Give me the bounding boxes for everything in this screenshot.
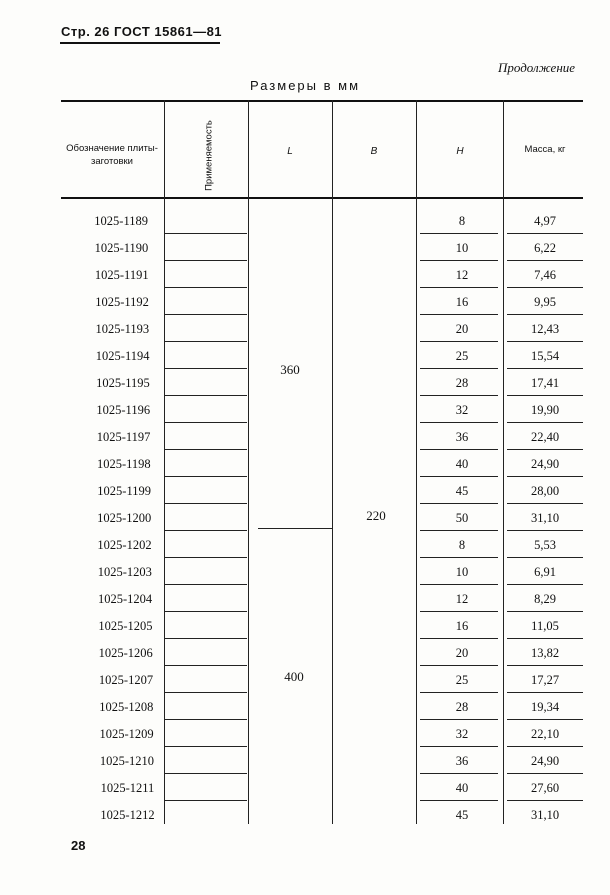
col-header-applicability: Применяемость	[203, 120, 215, 191]
mass-rule	[507, 449, 583, 450]
applicability-rule	[165, 773, 247, 774]
mass-rule	[507, 773, 583, 774]
H-rule	[420, 530, 498, 531]
row-mass: 6,91	[534, 565, 556, 579]
row-H: 16	[455, 619, 469, 633]
row-H: 45	[455, 484, 469, 498]
row-mass: 5,53	[534, 538, 556, 552]
applicability-rule	[165, 638, 247, 639]
applicability-rule	[165, 746, 247, 747]
applicability-rule	[165, 530, 247, 531]
col-header-B: B	[370, 146, 378, 157]
applicability-rule	[165, 692, 247, 693]
row-mass: 15,54	[530, 349, 560, 363]
row-designation: 1025-1202	[97, 538, 152, 552]
row-H: 20	[455, 322, 469, 336]
row-mass: 13,82	[530, 646, 560, 660]
row-mass: 19,34	[530, 700, 560, 714]
H-rule	[420, 692, 498, 693]
L-group-divider	[258, 528, 332, 529]
row-mass: 4,97	[534, 214, 556, 228]
row-designation: 1025-1197	[96, 430, 151, 444]
row-designation: 1025-1199	[97, 484, 151, 498]
B-value-220: 220	[366, 508, 386, 523]
H-rule	[420, 449, 498, 450]
H-rule	[420, 503, 498, 504]
H-rule	[420, 287, 498, 288]
row-H: 8	[458, 214, 466, 228]
applicability-rule	[165, 287, 247, 288]
row-designation: 1025-1208	[99, 700, 154, 714]
row-designation: 1025-1209	[99, 727, 154, 741]
applicability-rule	[165, 719, 247, 720]
row-mass: 6,22	[534, 241, 556, 255]
H-rule	[420, 584, 498, 585]
row-mass: 24,90	[530, 754, 560, 768]
row-mass: 27,60	[530, 781, 560, 795]
mass-rule	[507, 233, 583, 234]
row-designation: 1025-1191	[94, 268, 149, 282]
applicability-rule	[165, 665, 247, 666]
mass-rule	[507, 800, 583, 801]
continuation-label: Продолжение	[498, 60, 576, 75]
mass-rule	[507, 665, 583, 666]
row-designation: 1025-1210	[99, 754, 154, 768]
row-H: 20	[455, 646, 469, 660]
mass-rule	[507, 368, 583, 369]
applicability-rule	[165, 611, 247, 612]
row-mass: 31,10	[530, 808, 560, 822]
H-rule	[420, 773, 498, 774]
row-mass: 19,90	[530, 403, 560, 417]
H-rule	[420, 422, 498, 423]
row-H: 12	[455, 592, 469, 606]
row-mass: 17,41	[530, 376, 560, 390]
row-H: 8	[458, 538, 466, 552]
row-designation: 1025-1196	[96, 403, 151, 417]
row-mass: 11,05	[531, 619, 559, 633]
row-designation: 1025-1193	[95, 322, 150, 336]
row-H: 32	[455, 403, 469, 417]
row-H: 50	[455, 511, 469, 525]
row-H: 10	[455, 565, 469, 579]
H-rule	[420, 476, 498, 477]
applicability-rule	[165, 584, 247, 585]
H-rule	[420, 233, 498, 234]
row-H: 40	[455, 457, 469, 471]
mass-rule	[507, 611, 583, 612]
H-rule	[420, 260, 498, 261]
table-top-rule	[61, 100, 583, 102]
row-designation: 1025-1206	[98, 646, 153, 660]
col-header-H: H	[456, 146, 464, 157]
mass-rule	[507, 395, 583, 396]
mass-rule	[507, 260, 583, 261]
row-mass: 22,40	[530, 430, 560, 444]
row-designation: 1025-1207	[98, 673, 154, 687]
row-designation: 1025-1204	[98, 592, 153, 606]
H-rule	[420, 746, 498, 747]
col-divider-3	[332, 100, 333, 824]
row-designation: 1025-1203	[97, 565, 152, 579]
mass-rule	[507, 314, 583, 315]
row-designation: 1025-1212	[100, 808, 155, 822]
mass-rule	[507, 503, 583, 504]
col-divider-4	[416, 100, 417, 824]
applicability-rule	[165, 395, 247, 396]
applicability-rule	[165, 314, 247, 315]
row-H: 45	[455, 808, 469, 822]
row-mass: 9,95	[534, 295, 556, 309]
row-H: 16	[455, 295, 469, 309]
applicability-rule	[165, 557, 247, 558]
H-rule	[420, 341, 498, 342]
row-designation: 1025-1195	[96, 376, 150, 390]
col-divider-1	[164, 100, 165, 824]
row-H: 25	[455, 673, 469, 687]
row-mass: 22,10	[530, 727, 560, 741]
applicability-rule	[165, 260, 247, 261]
row-H: 28	[455, 700, 469, 714]
page-number: 28	[71, 838, 86, 853]
row-H: 40	[455, 781, 469, 795]
mass-rule	[507, 746, 583, 747]
row-mass: 12,43	[530, 322, 560, 336]
mass-rule	[507, 584, 583, 585]
row-designation: 1025-1200	[97, 511, 152, 525]
mass-rule	[507, 476, 583, 477]
row-mass: 17,27	[530, 673, 560, 687]
row-designation: 1025-1211	[100, 781, 155, 795]
row-designation: 1025-1189	[94, 214, 148, 228]
H-rule	[420, 665, 498, 666]
row-mass: 24,90	[530, 457, 560, 471]
H-rule	[420, 395, 498, 396]
L-value-360: 360	[280, 362, 300, 377]
row-H: 36	[455, 754, 469, 768]
row-H: 36	[455, 430, 469, 444]
applicability-rule	[165, 503, 247, 504]
applicability-rule	[165, 476, 247, 477]
H-rule	[420, 557, 498, 558]
row-mass: 7,46	[534, 268, 556, 282]
mass-rule	[507, 692, 583, 693]
H-rule	[420, 368, 498, 369]
H-rule	[420, 638, 498, 639]
mass-rule	[507, 287, 583, 288]
mass-rule	[507, 557, 583, 558]
row-designation: 1025-1194	[95, 349, 150, 363]
row-mass: 8,29	[534, 592, 556, 606]
row-designation: 1025-1205	[98, 619, 153, 633]
row-H: 12	[455, 268, 469, 282]
row-designation: 1025-1198	[96, 457, 151, 471]
row-H: 10	[455, 241, 469, 255]
header-rule	[60, 42, 220, 44]
row-designation: 1025-1190	[94, 241, 149, 255]
applicability-rule	[165, 422, 247, 423]
row-mass: 31,10	[530, 511, 560, 525]
row-H: 25	[455, 349, 469, 363]
col-header-mass: Масса, кг	[524, 144, 566, 155]
mass-rule	[507, 530, 583, 531]
col-header-L: L	[287, 146, 293, 157]
mass-rule	[507, 638, 583, 639]
H-rule	[420, 611, 498, 612]
col-divider-5	[503, 100, 504, 824]
page-header: Стр. 26 ГОСТ 15861—81	[61, 24, 223, 39]
H-rule	[420, 314, 498, 315]
col-divider-2	[248, 100, 249, 824]
applicability-rule	[165, 449, 247, 450]
table-header-rule	[61, 197, 583, 199]
H-rule	[420, 800, 498, 801]
applicability-rule	[165, 233, 247, 234]
row-H: 28	[455, 376, 469, 390]
dimensions-caption: Размеры в мм	[249, 78, 361, 93]
row-mass: 28,00	[530, 484, 560, 498]
applicability-rule	[165, 341, 247, 342]
H-rule	[420, 719, 498, 720]
mass-rule	[507, 341, 583, 342]
col-header-designation: Обозначение плиты-заготовки	[66, 143, 158, 167]
L-value-400: 400	[284, 669, 304, 684]
mass-rule	[507, 719, 583, 720]
row-designation: 1025-1192	[95, 295, 149, 309]
applicability-rule	[165, 368, 247, 369]
row-H: 32	[455, 727, 469, 741]
applicability-rule	[165, 800, 247, 801]
mass-rule	[507, 422, 583, 423]
